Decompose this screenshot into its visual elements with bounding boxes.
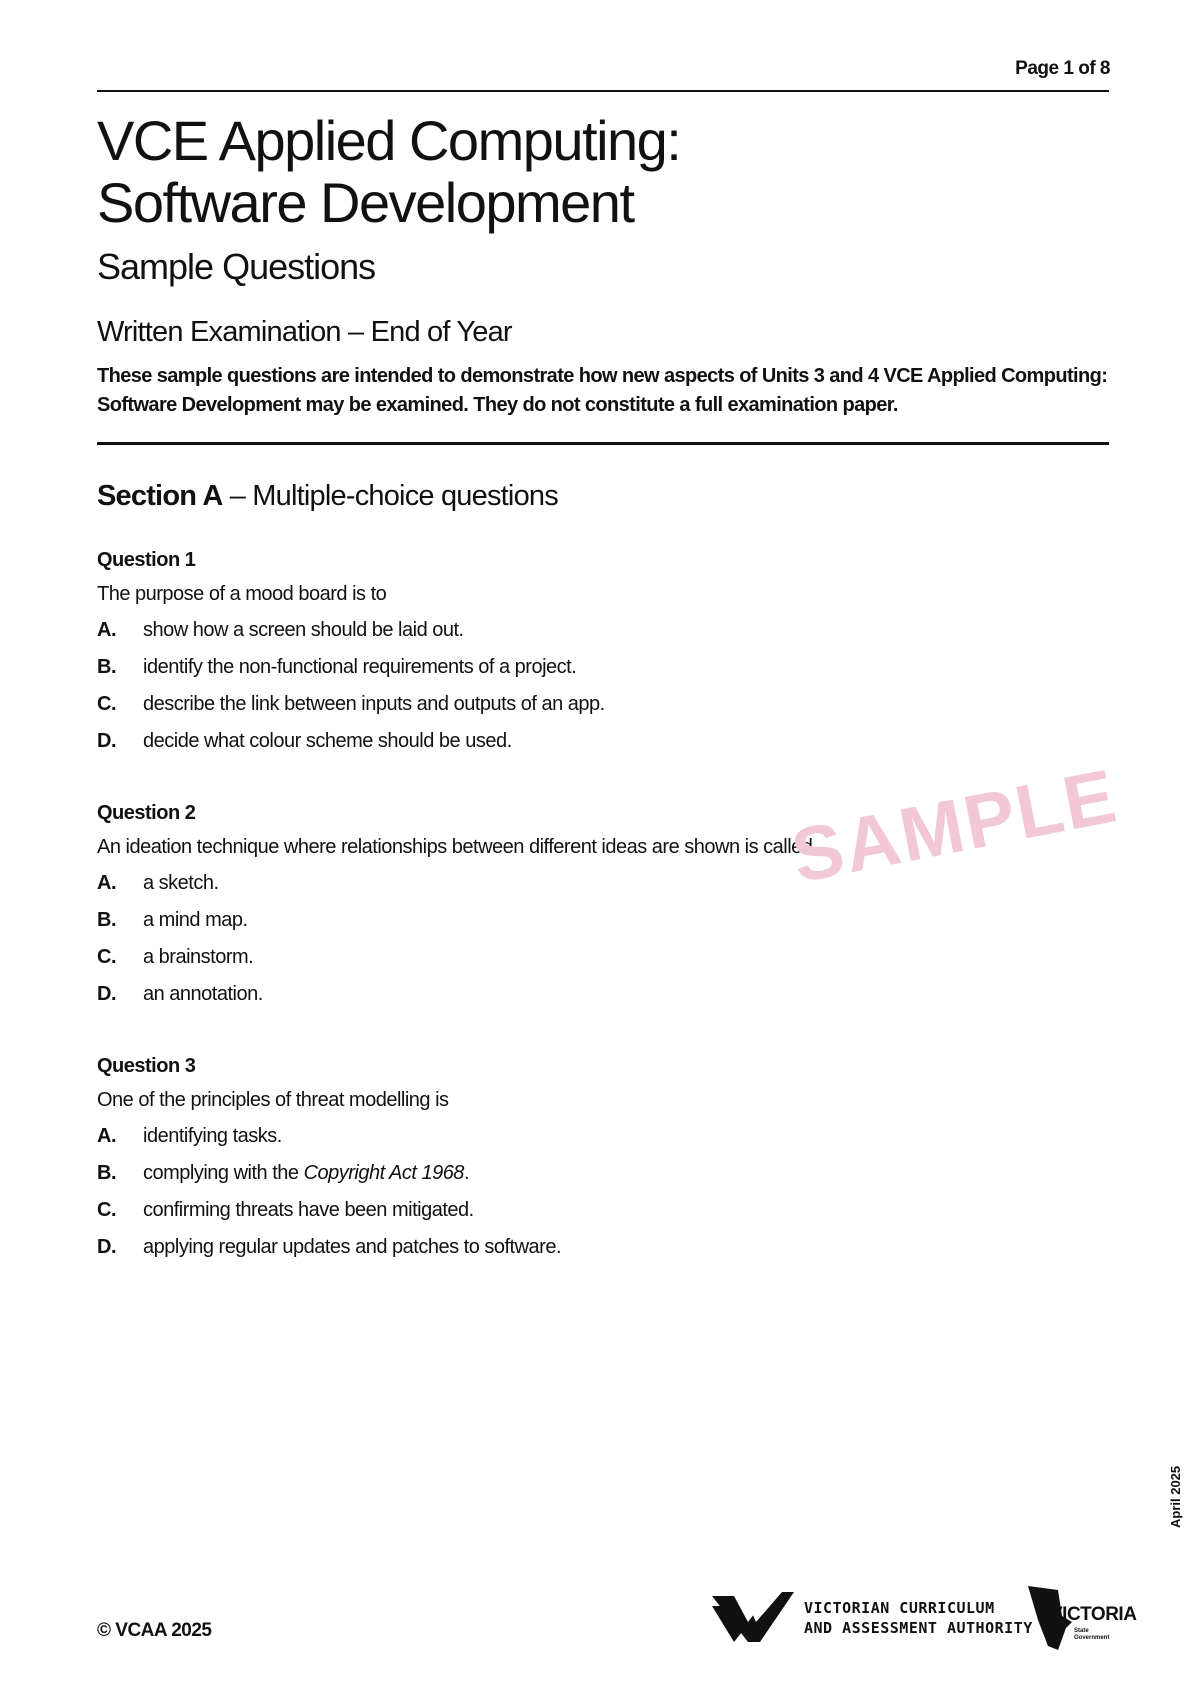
sample-watermark: SAMPLE bbox=[785, 753, 1125, 900]
option-letter: D. bbox=[97, 983, 116, 1005]
victoria-logo-subtext bbox=[1074, 1628, 1109, 1642]
intro-text: These sample questions are intended to demonstrate how new aspects of Units 3 and 4 VCE Applied Computing: Software Development may be examined. They do not constitute a full examination paper. bbox=[97, 365, 1108, 416]
option-c bbox=[97, 946, 1097, 983]
section-label: Section A bbox=[97, 480, 223, 512]
vcaa-line-2: AND ASSESSMENT AUTHORITY bbox=[804, 1619, 1033, 1637]
option-list bbox=[97, 872, 1097, 1020]
question-stem: An ideation technique where relationships between different ideas are shown is called bbox=[97, 836, 813, 858]
question-stem: One of the principles of threat modelling is bbox=[97, 1089, 449, 1111]
option-list bbox=[97, 619, 1097, 767]
option-text: describe the link between inputs and outputs of an app. bbox=[143, 693, 605, 715]
exam-type: Written Examination – End of Year bbox=[97, 316, 512, 348]
vcaa-line-1: VICTORIAN CURRICULUM bbox=[804, 1599, 995, 1617]
vcaa-mark-icon bbox=[712, 1592, 796, 1644]
option-letter: A. bbox=[97, 1125, 116, 1147]
question-1 bbox=[97, 549, 1097, 767]
option-letter: C. bbox=[97, 946, 116, 968]
option-letter: B. bbox=[97, 1162, 116, 1184]
section-heading bbox=[97, 480, 558, 513]
page-number: Page 1 of 8 bbox=[1015, 58, 1110, 79]
option-text: a sketch. bbox=[143, 872, 219, 894]
option-letter: B. bbox=[97, 656, 116, 678]
victoria-logo-text: VICTORIA bbox=[1050, 1604, 1137, 1625]
option-text-after: . bbox=[463, 1162, 469, 1184]
option-text: a brainstorm. bbox=[143, 946, 254, 968]
option-a bbox=[97, 619, 1097, 656]
option-text: show how a screen should be laid out. bbox=[143, 619, 464, 641]
title-line-2: Software Development bbox=[97, 171, 634, 234]
copyright: © VCAA 2025 bbox=[97, 1620, 212, 1641]
option-text: identifying tasks. bbox=[143, 1125, 282, 1147]
question-label: Question 1 bbox=[97, 549, 196, 571]
option-list bbox=[97, 1125, 1097, 1273]
option-c bbox=[97, 1199, 1097, 1236]
question-3 bbox=[97, 1055, 1097, 1273]
option-text: confirming threats have been mitigated. bbox=[143, 1199, 474, 1221]
option-text: a mind map. bbox=[143, 909, 248, 931]
option-letter: C. bbox=[97, 1199, 116, 1221]
vic-sub-line-2: Government bbox=[1074, 1635, 1110, 1641]
option-text-before: complying with the bbox=[143, 1162, 304, 1184]
section-title: – Multiple-choice questions bbox=[222, 480, 558, 512]
option-text: decide what colour scheme should be used. bbox=[143, 730, 512, 752]
option-letter: C. bbox=[97, 693, 116, 715]
question-label: Question 3 bbox=[97, 1055, 196, 1077]
side-date: April 2025 bbox=[1168, 1465, 1183, 1528]
option-letter: D. bbox=[97, 1236, 116, 1258]
option-letter: A. bbox=[97, 872, 116, 894]
option-b bbox=[97, 909, 1097, 946]
option-text: applying regular updates and patches to software. bbox=[143, 1236, 562, 1258]
option-a bbox=[97, 872, 1097, 909]
option-text bbox=[143, 1162, 469, 1199]
option-text: an annotation. bbox=[143, 983, 263, 1005]
option-b bbox=[97, 1162, 1097, 1199]
vic-sub-line-1: State bbox=[1074, 1628, 1089, 1634]
vcaa-logo bbox=[712, 1590, 1033, 1646]
option-d bbox=[97, 730, 1097, 767]
victoria-logo bbox=[1028, 1586, 1138, 1652]
option-letter: D. bbox=[97, 730, 116, 752]
section-rule bbox=[97, 442, 1109, 445]
option-d bbox=[97, 1236, 1097, 1273]
option-b bbox=[97, 656, 1097, 693]
option-a bbox=[97, 1125, 1097, 1162]
question-label: Question 2 bbox=[97, 802, 196, 824]
option-d bbox=[97, 983, 1097, 1020]
option-text: identify the non-functional requirements of a project. bbox=[143, 656, 577, 678]
option-c bbox=[97, 693, 1097, 730]
option-letter: B. bbox=[97, 909, 116, 931]
vcaa-logo-text bbox=[804, 1598, 1033, 1638]
document-title bbox=[97, 110, 680, 234]
option-letter: A. bbox=[97, 619, 116, 641]
document-subtitle: Sample Questions bbox=[97, 246, 376, 287]
question-stem: The purpose of a mood board is to bbox=[97, 583, 387, 605]
title-line-1: VCE Applied Computing: bbox=[97, 109, 681, 172]
top-rule bbox=[97, 90, 1109, 92]
act-title: Copyright Act 1968 bbox=[303, 1162, 464, 1184]
